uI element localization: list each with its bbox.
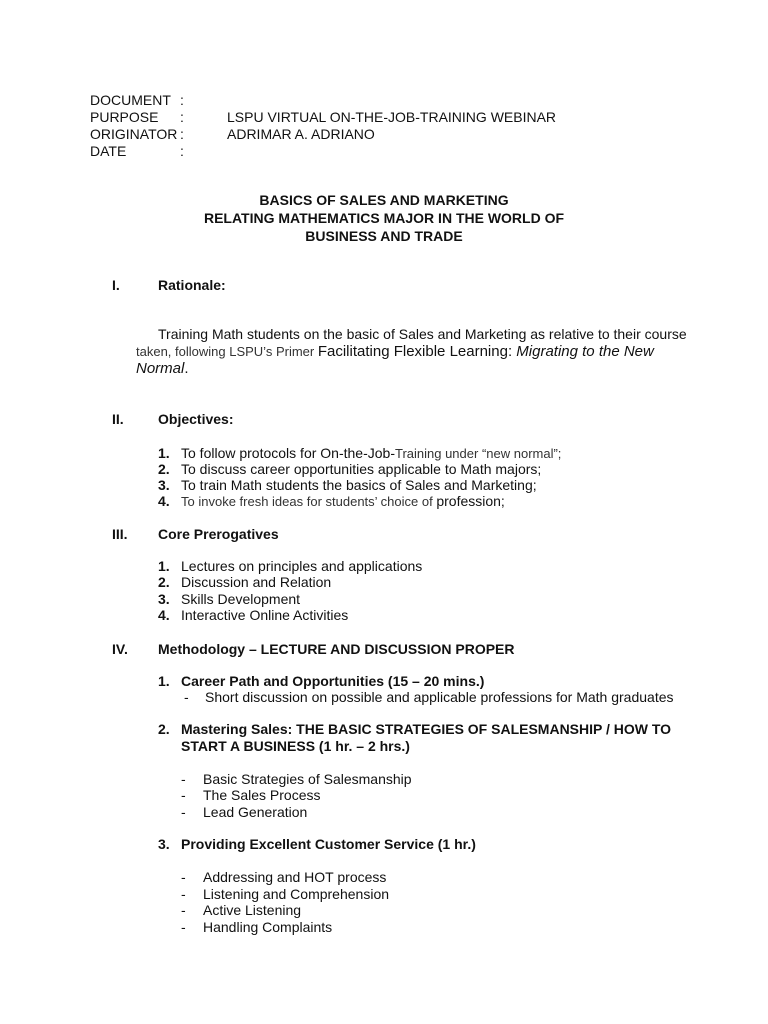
methodology-number: 1. (158, 673, 170, 689)
methodology-bullet: Basic Strategies of Salesmanship (203, 771, 412, 787)
bullet-dash: - (181, 771, 186, 787)
rationale-line-2a: taken, following LSPU’s Primer (136, 344, 318, 359)
objective-number: 2. (158, 461, 170, 477)
methodology-bullet: Lead Generation (203, 804, 308, 820)
rationale-primer-title: Facilitating Flexible Learning: (317, 343, 517, 360)
header-colon: : (180, 143, 184, 159)
methodology-title: Career Path and Opportunities (15 – 20 mins.) (181, 673, 485, 689)
bullet-dash: - (181, 869, 186, 885)
header-colon: : (180, 109, 184, 125)
title-line-1: BASICS OF SALES AND MARKETING (259, 192, 509, 208)
methodology-bullet: Active Listening (203, 902, 302, 918)
prerogative-number: 2. (158, 574, 170, 590)
methodology-number: 3. (158, 836, 170, 852)
methodology-bullet: Handling Complaints (203, 919, 333, 935)
prerogative-text: Skills Development (181, 591, 301, 607)
title-line-3: BUSINESS AND TRADE (305, 228, 463, 244)
rationale-period: . (184, 360, 189, 377)
section-numeral-2: II. (112, 411, 124, 427)
methodology-bullet: Addressing and HOT process (203, 869, 387, 885)
bullet-dash: - (181, 787, 186, 803)
prerogative-text: Discussion and Relation (181, 574, 332, 590)
section-numeral-1: I. (112, 277, 120, 293)
objective-number: 4. (158, 493, 170, 509)
header-colon: : (180, 126, 184, 142)
methodology-bullet: Listening and Comprehension (203, 886, 390, 902)
objective-number: 1. (158, 445, 170, 461)
objective-number: 3. (158, 477, 170, 493)
section-heading-core-prerogatives: Core Prerogatives (158, 526, 279, 542)
objective-text-cont: Training under “new normal”; (394, 446, 562, 461)
section-numeral-4: IV. (112, 641, 128, 657)
header-value-originator: ADRIMAR A. ADRIANO (227, 126, 375, 142)
header-label-purpose: PURPOSE (90, 109, 159, 125)
section-heading-objectives: Objectives: (158, 411, 234, 427)
methodology-title-cont: START A BUSINESS (1 hr. – 2 hrs.) (181, 738, 410, 754)
rationale-line-2 (136, 343, 654, 361)
header-value-purpose: LSPU VIRTUAL ON-THE-JOB-TRAINING WEBINAR (227, 109, 557, 125)
methodology-number: 2. (158, 721, 170, 737)
rationale-primer-subtitle: Migrating to the New (516, 343, 654, 360)
header-label-originator: ORIGINATOR (90, 126, 178, 142)
objective-text: To invoke fresh ideas for students’ choice of (181, 494, 437, 509)
bullet-dash: - (181, 902, 186, 918)
prerogative-text: Lectures on principles and applications (181, 558, 423, 574)
section-heading-rationale: Rationale: (158, 277, 226, 293)
bullet-dash: - (181, 919, 186, 935)
methodology-bullet: Short discussion on possible and applicable professions for Math graduates (205, 689, 674, 705)
objective-text: To discuss career opportunities applicable to Math majors; (181, 461, 542, 477)
methodology-title: Providing Excellent Customer Service (1 hr.) (181, 836, 476, 852)
bullet-dash: - (181, 886, 186, 902)
header-label-document: DOCUMENT (90, 92, 171, 108)
section-heading-methodology: Methodology – LECTURE AND DISCUSSION PROPER (158, 641, 515, 657)
methodology-bullet: The Sales Process (203, 787, 321, 803)
prerogative-number: 1. (158, 558, 170, 574)
section-numeral-3: III. (112, 526, 128, 542)
prerogative-number: 3. (158, 591, 170, 607)
rationale-line-1: Training Math students on the basic of Sales and Marketing as relative to their course (158, 326, 687, 342)
rationale-primer-subtitle-end: Normal (136, 360, 185, 377)
rationale-line-3 (136, 360, 189, 378)
title-line-2: RELATING MATHEMATICS MAJOR IN THE WORLD OF (203, 210, 565, 226)
bullet-dash: - (184, 689, 189, 705)
prerogative-text: Interactive Online Activities (181, 607, 349, 623)
header-colon: : (180, 92, 184, 108)
objective-text-cont: profession; (436, 493, 505, 509)
header-label-date: DATE (90, 143, 127, 159)
objective-text: To train Math students the basics of Sales and Marketing; (181, 477, 537, 493)
prerogative-number: 4. (158, 607, 170, 623)
bullet-dash: - (181, 804, 186, 820)
objective-text: To follow protocols for On-the-Job- (181, 445, 395, 461)
methodology-title: Mastering Sales: THE BASIC STRATEGIES OF SALESMANSHIP / HOW TO (181, 721, 672, 737)
objective-item (181, 493, 505, 511)
